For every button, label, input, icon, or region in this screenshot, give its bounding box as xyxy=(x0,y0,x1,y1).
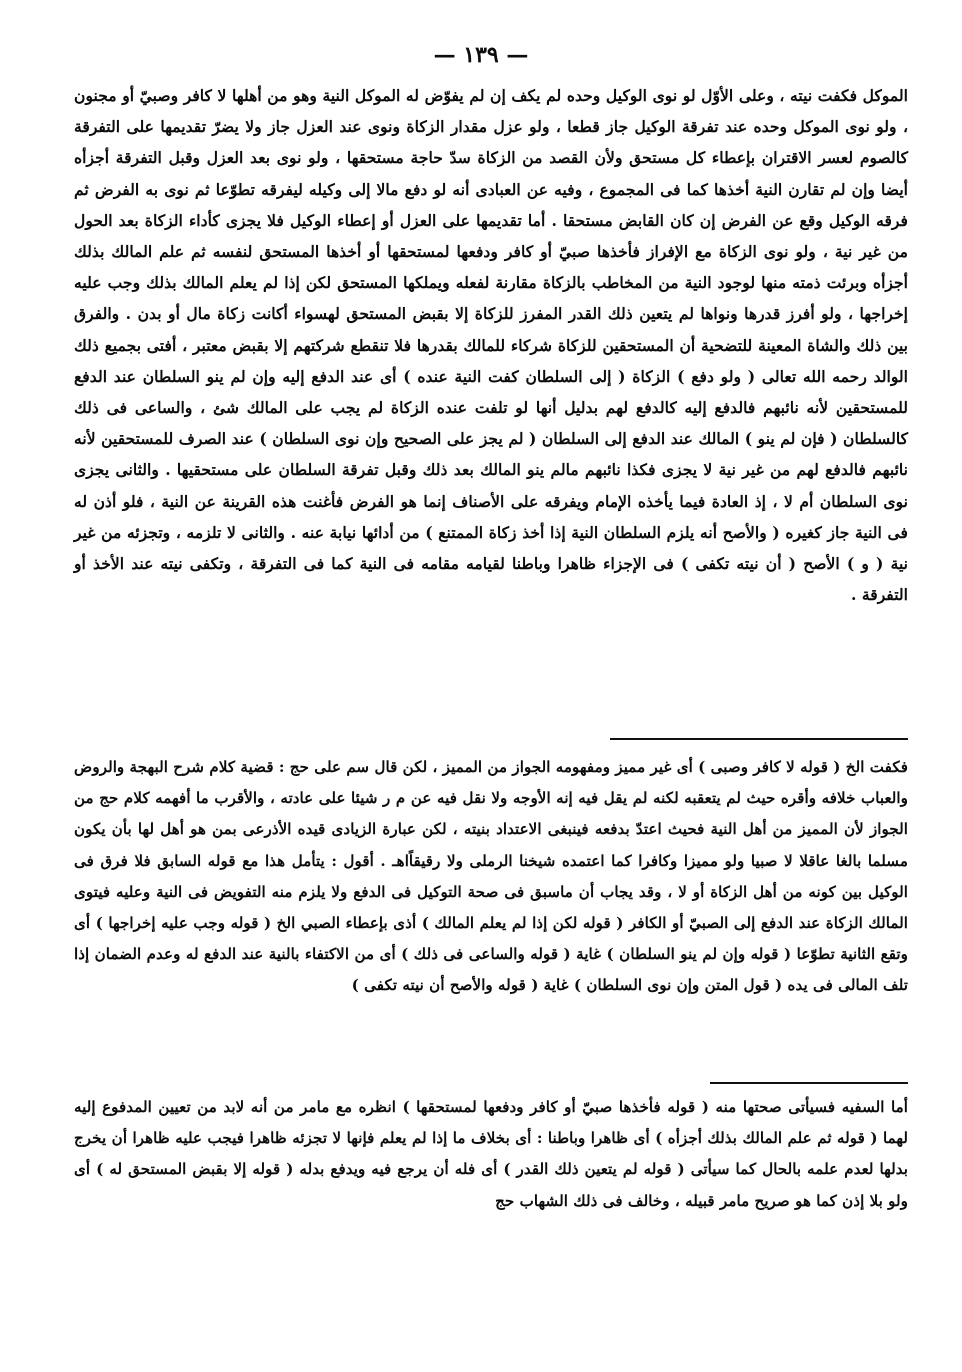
page-number: — ١٣٩ — xyxy=(433,42,529,68)
footnote-divider xyxy=(710,1082,908,1084)
commentary-divider xyxy=(610,738,908,740)
footnote-block xyxy=(74,1092,908,1217)
commentary-block xyxy=(74,752,908,1002)
footnote-paragraph: أما السفيه فسيأتى صحتها منه ( قوله فأخذها صبيّ أو كافر ودفعها لمستحقها ) انظره مع مامر من أنه لابد من تعيين المدفوع إليه لهما ( قوله ثم علم المالك بذلك أجزأه ) أى ظاهرا وباطنا : أى بخلاف ما إذا لم يعلم فإنها لا تجزئه ظاهرا فيجب عليه ظاهرا أن يخرج بدلها لعدم علمه بالحال كما سيأتى ( قوله لم يتعين ذلك القدر ) أى فله أن يرجع فيه ويدفع بدله ( قوله إلا بقبض المستحق له ) أى ولو بلا إذن كما هو صريح مامر قبيله ، وخالف فى ذلك الشهاب حج xyxy=(74,1098,908,1210)
main-text-paragraph: الموكل فكفت نيته ، وعلى الأوّل لو نوى الوكيل وحده لم يكف إن لم يفوّض له الموكل النية وهو من أهلها لا كافر وصبيّ أو مجنون ، ولو نوى الموكل وحده عند تفرقة الوكيل جاز قطعا ، ولو عزل مقدار الزكاة ونوى عند العزل جاز ولا يضرّ تقديمها على التفرقة كالصوم لعسر الاقتران بإعطاء كل مستحق ولأن القصد من الزكاة سدّ حاجة مستحقها ، ولو نوى بعد العزل وقبل التفرقة أجزأه أيضا وإن لم تقارن النية أخذها كما فى المجموع ، وفيه عن العبادى أنه لو دفع مالا إلى وكيله ليفرقه تطوّعا ثم نوى به الفرض ثم فرقه الوكيل وقع عن الفرض إن كان القابض مستحقا . أما تقديمها على العزل أو إعطاء الوكيل فلا يجزى كأداء الزكاة بعد الحول من غير نية ، ولو نوى الزكاة مع الإفراز فأخذها صبيّ أو كافر ودفعها لمستحقها أو أخذها المستحق لنفسه ثم علم المالك بذلك أجزأه وبرئت ذمته منها لوجود النية من المخاطب بالزكاة مقارنة لفعله ويملكها المستحق لكن إذا لم يعلم المالك بذلك وجب عليه إخراجها ، ولو أفرز قدرها ونواها لم يتعين ذلك القدر المفرز للزكاة إلا بقبض المستحق لهسواء أكانت زكاة مال أو بدن . والفرق بين ذلك والشاة المعينة للتضحية أن المستحقين للزكاة شركاء للمالك بقدرها فلا تنقطع شركتهم إلا بقبض معتبر ، أفتى بجميع ذلك الوالد رحمه الله تعالى ( ولو دفع ) الزكاة ( إلى السلطان كفت النية عنده ) أى عند الدفع إليه وإن لم ينو السلطان عند الدفع للمستحقين لأنه نائبهم فالدفع إليه كالدفع لهم بدليل أنها لو تلفت عنده الزكاة لم يجب على المالك شئ ، والساعى فى ذلك كالسلطان ( فإن لم ينو ) المالك عند الدفع إلى السلطان ( لم يجز على الصحيح وإن نوى السلطان ) عند الصرف للمستحقين لأنه نائبهم فالدفع لهم من غير نية لا يجزى فكذا نائبهم مالم ينو المالك بعد ذلك وقبل تفرقة السلطان على مستحقيها . والثانى يجزى نوى السلطان أم لا ، إذ العادة فيما يأخذه الإمام ويفرقه على الأصناف إنما هو الفرض فأغنت هذه القرينة عن النية ، فلو أذن له فى النية جاز كغيره ( والأصح أنه يلزم السلطان النية إذا أخذ زكاة الممتنع ) من أدائها نيابة عنه . والثانى لا تلزمه ، وتجزئه من غير نية ( و ) الأصح ( أن نيته تكفى ) فى الإجزاء ظاهرا وباطنا لقيامه مقامه فى النية كما فى التفرقة ، وتكفى نيته عند الأخذ أو التفرقة . xyxy=(74,86,908,605)
commentary-paragraph: فكفت الخ ( قوله لا كافر وصبى ) أى غير مميز ومفهومه الجواز من المميز ، لكن قال سم على حج : قضية كلام شرح البهجة والروض والعباب خلافه وأقره حيث لم يتعقبه لكنه لم يقل فيه إنه الأوجه ولا نقل فيه عن م ر شيئا على عادته ، والأقرب ما أفهمه كلام حج من الجواز لأن المميز من أهل النية فحيث اعتدّ بدفعه فينبغى الاعتداد بنيته ، لكن عبارة الزيادى قيده الأذرعى بمن هو أهل لها بأن يكون مسلما بالغا عاقلا لا صبيا ولو مميزا وكافرا كما اعتمده شيخنا الرملى ولا رقيقاًاهـ . أقول : يتأمل هذا مع قوله السابق فلا فرق فى الوكيل بين كونه من أهل الزكاة أو لا ، وقد يجاب أن ماسبق فى صحة التوكيل فى الدفع ولا يلزم منه التفويض فى النية وعليه فيتوى المالك الزكاة عند الدفع إلى الصبيّ أو الكافر ( قوله لكن إذا لم يعلم المالك ) أذى بإعطاء الصبي الخ ( قوله وجب عليه إخراجها ) أى وتقع الثانية تطوّعا ( قوله وإن لم ينو السلطان ) غاية ( قوله والساعى فى ذلك ) أى من الاكتفاء بالنية عند الدفع له وعدم الضمان إذا تلف المالى فى يده ( قول المتن وإن نوى السلطان ) غاية ( قوله والأصح أن نيته تكفى ) xyxy=(74,758,908,995)
main-text-block xyxy=(74,80,908,610)
